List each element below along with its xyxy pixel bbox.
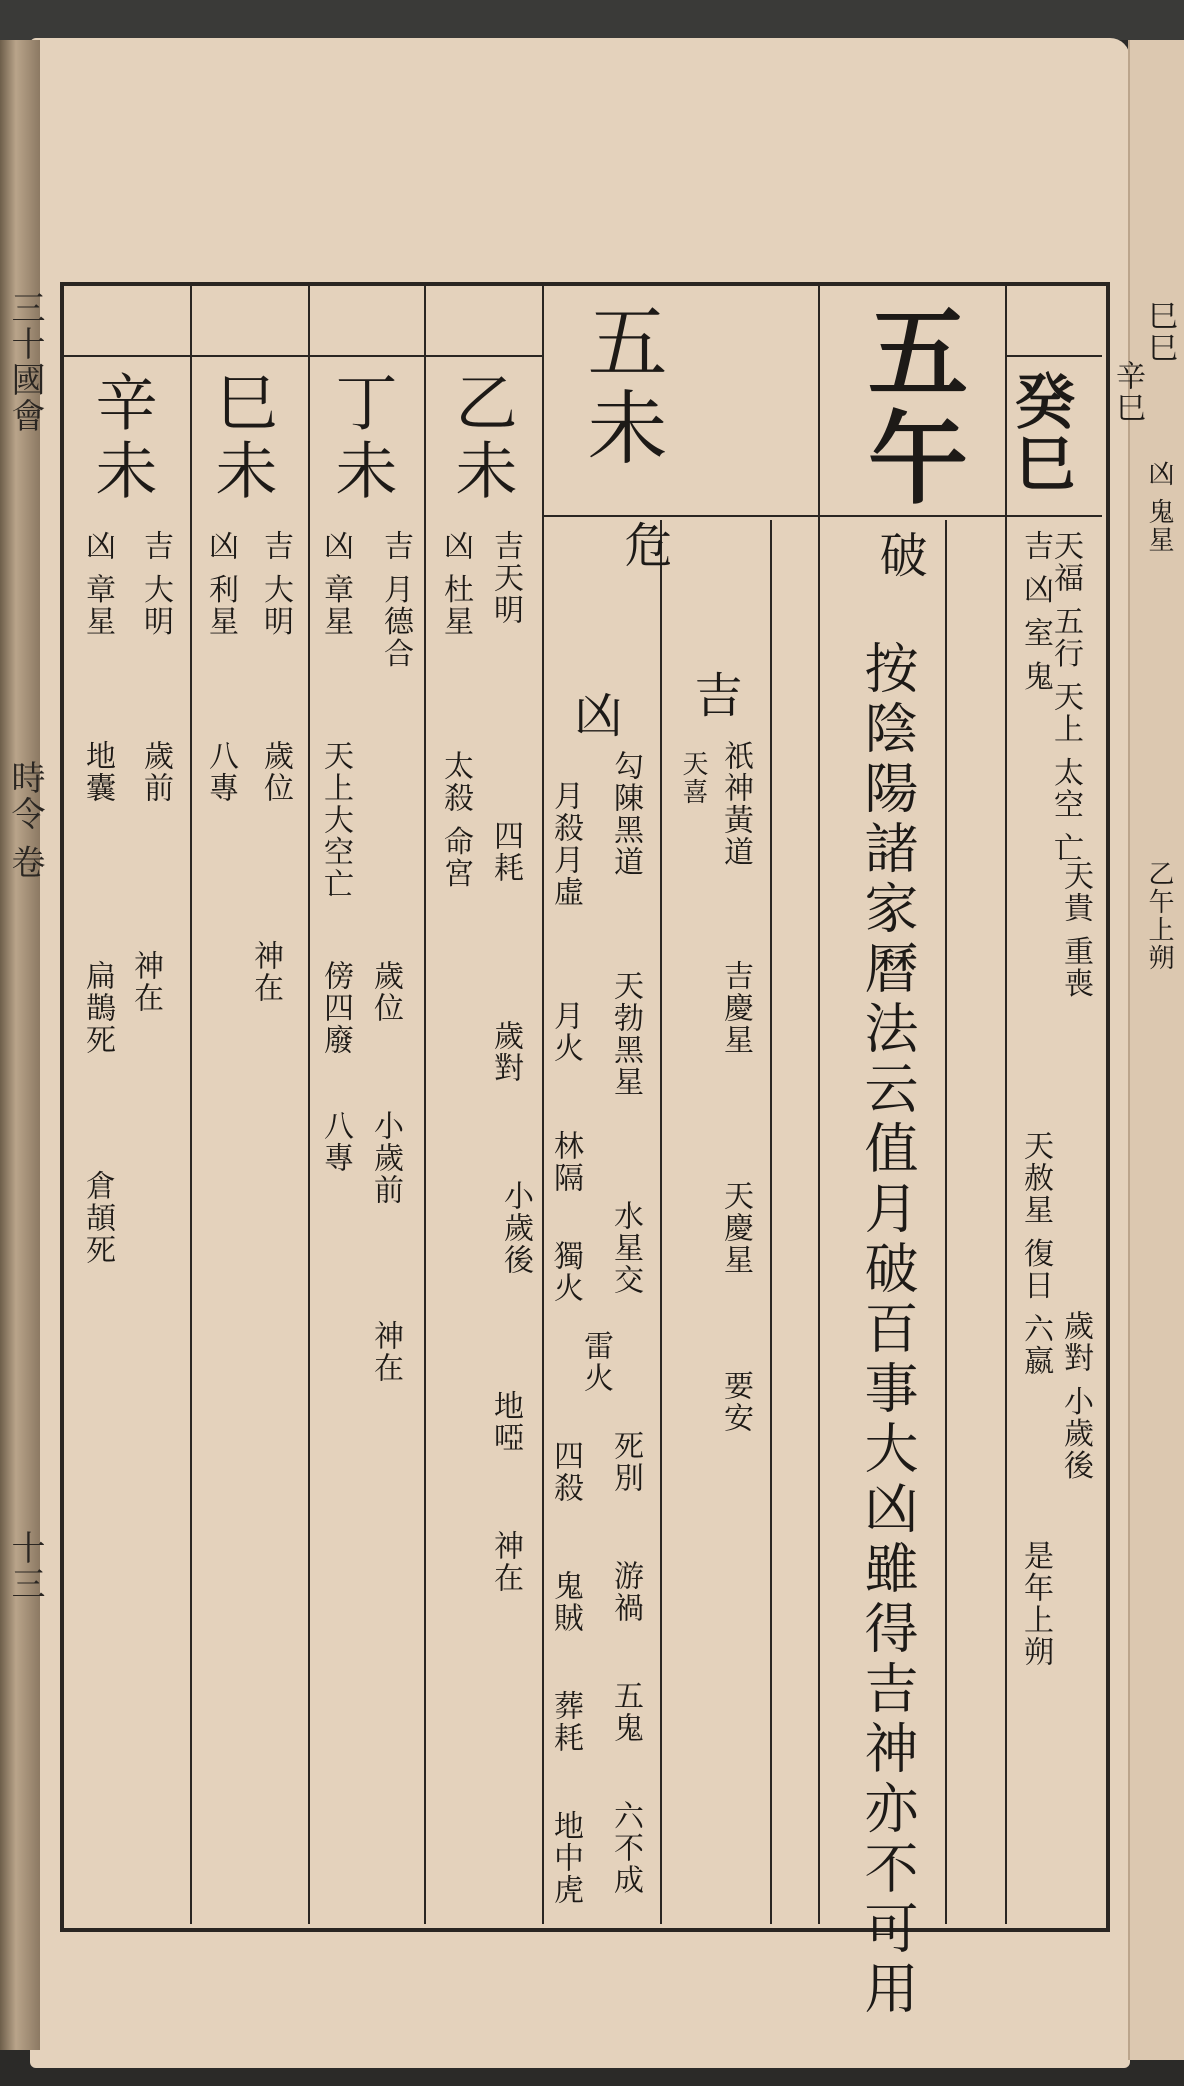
yiwei-col-5: 歲對: [488, 1020, 523, 1084]
xinwei-col-4: 地囊: [80, 740, 115, 804]
xinwei-col-2: 凶 章星: [80, 530, 115, 638]
yiwei-col-3: 太殺 命宮: [438, 750, 473, 890]
guisi-col-6: 是年上朔: [1018, 1540, 1053, 1668]
xinwei-col-5: 神在: [128, 950, 163, 1014]
yiwei-col-8: 神在: [488, 1530, 523, 1594]
divider: [818, 515, 1102, 517]
jiwei-col-5: 神在: [248, 940, 283, 1004]
divider: [1005, 286, 1007, 1924]
divider: [542, 286, 544, 1924]
divider: [818, 286, 820, 1924]
wuwei-xiong-4: 月火: [548, 1000, 583, 1064]
yiwei-col-6: 小歲後: [498, 1180, 533, 1276]
jiwei-col-1: 吉 大明: [258, 530, 293, 638]
xinwei-col-1: 吉 大明: [138, 530, 173, 638]
guisi-col-4: 天赦星 復日 六嬴: [1018, 1130, 1053, 1378]
wuwei-xiong-5: 林隔: [548, 1130, 583, 1194]
margin-volume: 時令 卷: [5, 760, 45, 881]
yiwei-col-1: 吉天明: [488, 530, 523, 626]
wuwei-xiong-3: 天勃黑星: [608, 970, 643, 1098]
wuwei-ji-2: 祇神黃道: [718, 740, 753, 868]
main-title: 五午: [851, 300, 969, 512]
divider: [424, 286, 426, 1924]
dingwei-col-4: 傍四廢: [318, 960, 353, 1056]
guisi-col-5: 歲對 小歲後: [1058, 1310, 1093, 1482]
wuwei-xiong-16: 地中虎: [548, 1810, 583, 1906]
wuwei-ji-5: 要安: [718, 1370, 753, 1434]
divider: [1005, 355, 1102, 357]
wuwei-xiong-2: 勾陳黑道: [608, 750, 643, 878]
dingwei-col-8: 神在: [368, 1320, 403, 1384]
wuwei-xiong-7: 水星交: [608, 1200, 643, 1296]
yiwei-col-7: 地啞: [488, 1390, 523, 1454]
dingwei-col-1: 吉 月德合: [378, 530, 413, 670]
wuwei-xiong-10: 四殺: [548, 1440, 583, 1504]
divider: [542, 515, 820, 517]
dingwei-col-7: 小歲前: [368, 1110, 403, 1206]
main-title-sub: 破: [871, 530, 927, 580]
wuwei-xiong-9: 死別: [608, 1430, 643, 1494]
wuwei-xiong-label: 凶: [566, 690, 622, 740]
wuwei-sub: 危: [616, 520, 672, 570]
guisi-col-1: 吉 凶 室 鬼: [1018, 530, 1053, 693]
jiwei-col-3: 八專: [203, 740, 238, 804]
wuwei-xiong-12: 鬼賊: [548, 1570, 583, 1634]
block-header-xinwei: 辛未: [85, 370, 158, 506]
wuwei-ji-label: 吉: [686, 670, 742, 720]
block-header-guisi: 癸巳: [1005, 370, 1075, 494]
xinwei-col-7: 倉頡死: [80, 1170, 115, 1266]
wuwei-xiong-8: 雷火: [578, 1330, 613, 1394]
block-header-wuwei: 五未: [574, 300, 667, 472]
wuwei-xiong-11: 游禍: [608, 1560, 643, 1624]
margin-page-number: 十三: [5, 1530, 45, 1602]
wuwei-ji-3: 吉慶星: [718, 960, 753, 1056]
next-page-text-1: 凶 鬼星: [1144, 460, 1174, 555]
block-header-jiwei: 巳未: [205, 370, 278, 506]
wuwei-xiong-13: 五鬼: [608, 1680, 643, 1744]
next-page-header-2: 辛巳: [1110, 360, 1145, 424]
xinwei-col-3: 歲前: [138, 740, 173, 804]
yiwei-col-2: 凶 杜星: [438, 530, 473, 638]
wuwei-ji-1: 天喜: [678, 750, 708, 806]
wuwei-ji-4: 天慶星: [718, 1180, 753, 1276]
jiwei-col-2: 凶 利星: [203, 530, 238, 638]
dingwei-col-3: 天上大空亡: [318, 740, 353, 900]
guisi-col-2: 天福 五行 天上 太空 亡: [1048, 530, 1083, 865]
next-page-header-1: 巳巳: [1142, 300, 1177, 364]
xinwei-col-6: 扁鵲死: [80, 960, 115, 1056]
divider: [945, 520, 947, 1924]
dingwei-col-2: 凶 章星: [318, 530, 353, 638]
block-header-dingwei: 丁未: [325, 370, 398, 506]
divider: [190, 286, 192, 1924]
divider: [660, 520, 662, 1924]
top-bar: [0, 0, 1184, 40]
yiwei-col-4: 四耗: [488, 820, 523, 884]
wuwei-xiong-14: 葬耗: [548, 1690, 583, 1754]
jiwei-col-4: 歲位: [258, 740, 293, 804]
main-text: 按陰陽諸家曆法云值月破百事大凶雖得吉神亦不可用: [856, 640, 919, 2020]
dingwei-col-6: 歲位: [368, 960, 403, 1024]
divider: [308, 286, 310, 1924]
margin-book-title: 三十國會: [5, 290, 45, 434]
next-page-text-2: 乙午上朔: [1144, 860, 1174, 972]
wuwei-xiong-15: 六不成: [608, 1800, 643, 1896]
wuwei-xiong-6: 獨火: [548, 1240, 583, 1304]
divider: [770, 520, 772, 1924]
guisi-col-3: 天貴 重喪: [1058, 860, 1093, 1000]
block-header-yiwei: 乙未: [445, 370, 518, 506]
dingwei-col-5: 八專: [318, 1110, 353, 1174]
divider: [64, 355, 544, 357]
wuwei-xiong-1: 月殺月虛: [548, 780, 583, 908]
